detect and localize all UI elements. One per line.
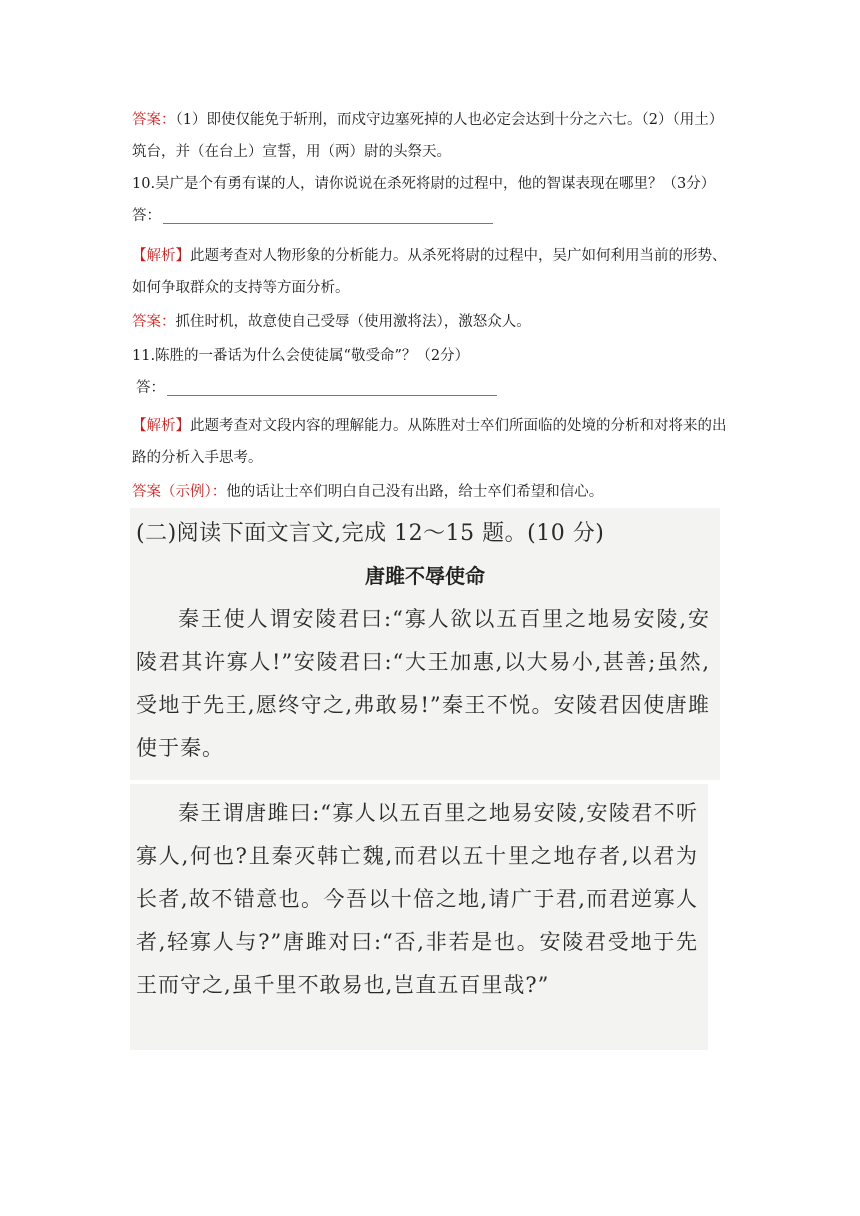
q10-answer [132,306,732,338]
q10-analysis [132,240,732,304]
q9-answer-text: （1）即使仅能免于斩刑，而戍守边塞死掉的人也必定会达到十分之六七。（2）（用土）筑台，并（在台上）宣誓，用（两）尉的头祭天。 [132,112,724,160]
q11-analysis-label: 【解析】 [132,418,190,434]
classical-paragraph-1: 秦王使人谓安陵君曰:“寡人欲以五百里之地易安陵,安陵君其许寡人!”安陵君曰:“大王加惠,以大易小,甚善;虽然,受地于先王,愿终守之,弗敢易!”秦王不悦。安陵君因使唐雎使于秦。 [136,607,710,760]
q11-answer-label: 答案（示例）： [132,484,227,500]
q10-answer-text: 抓住时机，故意使自己受辱（使用激将法），激怒众人。 [175,314,531,330]
q10-question: 10.吴广是个有勇有谋的人，请你说说在杀死将尉的过程中，他的智谋表现在哪里？（3分） [132,176,716,192]
story-title: 唐雎不辱使命 [365,564,485,588]
scanned-passage-part1 [130,508,720,780]
classical-paragraph-2: 秦王谓唐雎曰:“寡人以五百里之地易安陵,安陵君不听寡人,何也?且秦灭韩亡魏,而君以五十里之地存者,以君为长者,故不错意也。今吾以十倍之地,请广于君,而君逆寡人者,轻寡人与?”唐雎对曰:“否,非若是也。安陵君受地于先王而守之,虽千里不敢易也,岂直五百里哉?” [136,801,698,997]
q11-answer [132,476,732,508]
q11-answer-text: 他的话让士卒们明白自己没有出路，给士卒们希望和信心。 [226,484,604,500]
q11-answer-line [136,372,736,404]
q11-question: 11.陈胜的一番话为什么会使徒属“敬受命”？（2分） [132,348,470,364]
q11-answer-blank[interactable] [167,377,497,396]
q10-answer-prompt: 答： [132,208,161,224]
q10-answer-label: 答案： [132,314,176,330]
q11-analysis [132,410,732,474]
section-heading: (二)阅读下面文言文,完成 12～15 题。(10 分) [136,521,605,546]
scanned-passage-part2 [130,784,708,1050]
q10-answer-line [132,200,732,232]
q11-analysis-text: 此题考查对文段内容的理解能力。从陈胜对士卒们所面临的处境的分析和对将来的出路的分析入手思考。 [132,418,727,466]
q10-analysis-label: 【解析】 [132,248,190,264]
q11-answer-prompt: 答： [136,380,165,396]
q10-answer-blank[interactable] [163,205,493,224]
q9-answer [132,104,732,168]
q9-answer-label: 答案： [132,112,176,128]
q10-analysis-text: 此题考查对人物形象的分析能力。从杀死将尉的过程中，吴广如何利用当前的形势、如何争取群众的支持等方面分析。 [132,248,727,296]
